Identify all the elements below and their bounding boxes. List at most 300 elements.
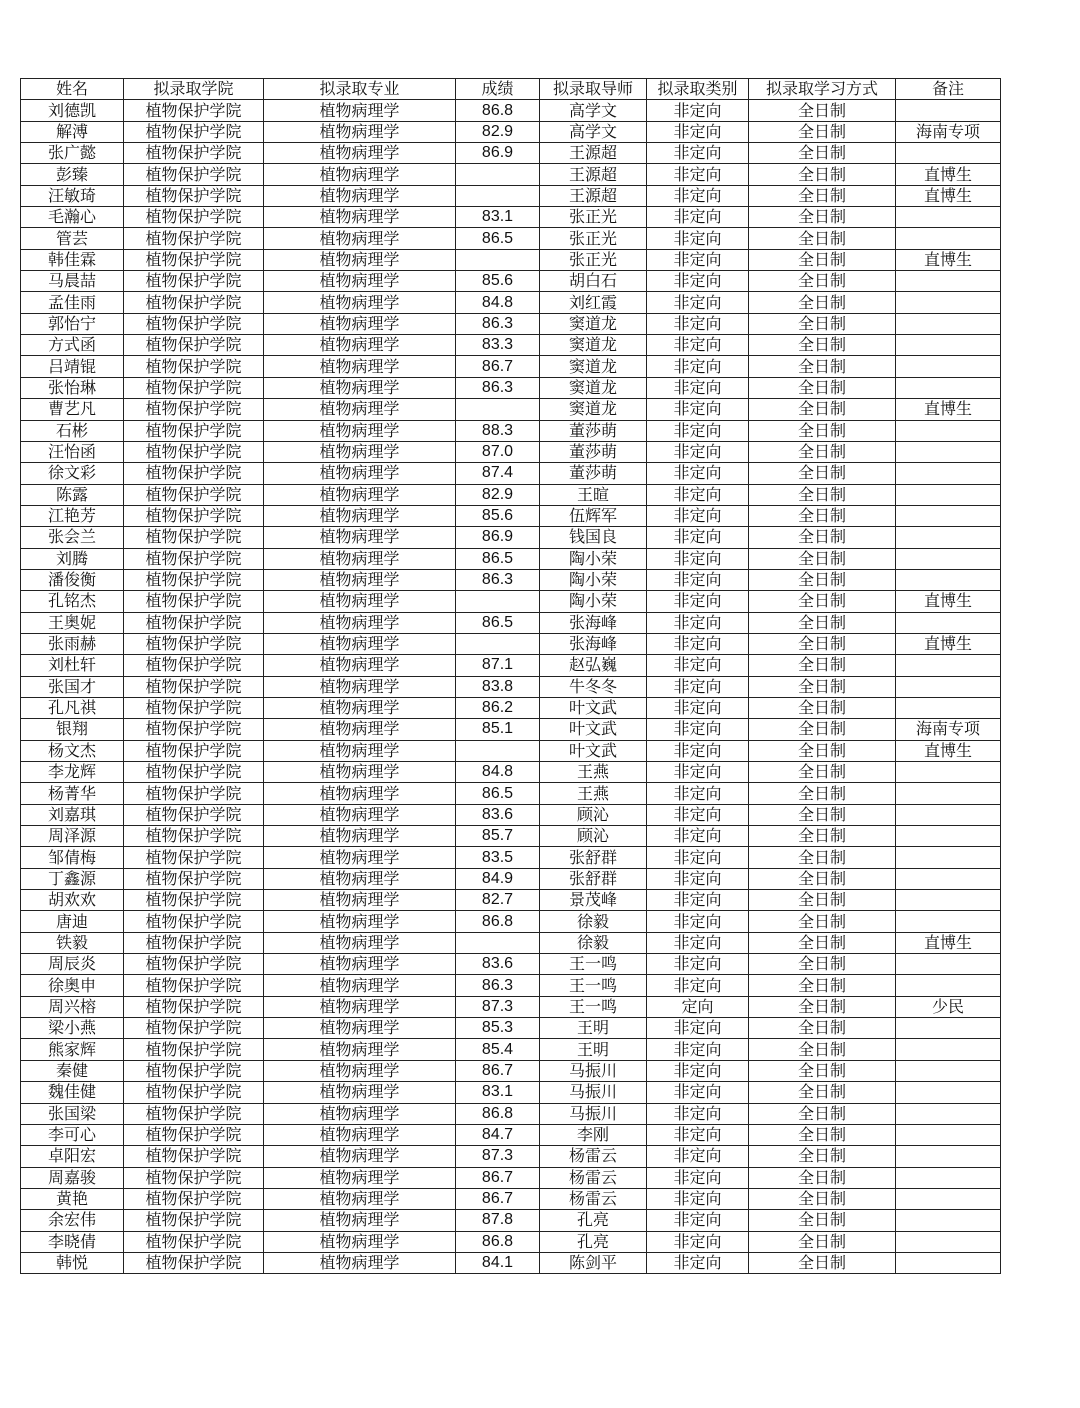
college-cell: 植物保护学院: [124, 932, 264, 953]
advisor-cell: 叶文武: [540, 740, 647, 761]
advisor-cell: 张海峰: [540, 633, 647, 654]
advisor-cell: 王一鸣: [540, 996, 647, 1017]
name-cell: 江艳芳: [21, 505, 124, 526]
advisor-cell: 陶小荣: [540, 591, 647, 612]
college-cell: 植物保护学院: [124, 100, 264, 121]
college-cell: 植物保护学院: [124, 1252, 264, 1273]
category-cell: 非定向: [647, 1167, 749, 1188]
remarks-cell: 直博生: [896, 399, 1001, 420]
major-cell: 植物病理学: [264, 740, 456, 761]
college-cell: 植物保护学院: [124, 591, 264, 612]
category-cell: 非定向: [647, 548, 749, 569]
name-cell: 魏佳健: [21, 1082, 124, 1103]
major-cell: 植物病理学: [264, 463, 456, 484]
study-mode-cell: 全日制: [749, 783, 896, 804]
advisor-cell: 杨雷云: [540, 1146, 647, 1167]
advisor-cell: 王暄: [540, 484, 647, 505]
major-cell: 植物病理学: [264, 228, 456, 249]
study-mode-cell: 全日制: [749, 1210, 896, 1231]
major-cell: 植物病理学: [264, 292, 456, 313]
advisor-cell: 王明: [540, 1039, 647, 1060]
table-row: [21, 612, 1001, 633]
score-cell: 83.1: [456, 1082, 540, 1103]
name-cell: 毛瀚心: [21, 207, 124, 228]
category-cell: 非定向: [647, 569, 749, 590]
remarks-cell: [896, 954, 1001, 975]
remarks-cell: 直博生: [896, 591, 1001, 612]
category-cell: 非定向: [647, 121, 749, 142]
major-cell: 植物病理学: [264, 612, 456, 633]
table-row: [21, 804, 1001, 825]
major-cell: 植物病理学: [264, 762, 456, 783]
major-cell: 植物病理学: [264, 975, 456, 996]
table-row: [21, 377, 1001, 398]
table-row: [21, 826, 1001, 847]
category-cell: 非定向: [647, 441, 749, 462]
name-cell: 解溥: [21, 121, 124, 142]
major-cell: 植物病理学: [264, 335, 456, 356]
college-cell: 植物保护学院: [124, 249, 264, 270]
college-cell: 植物保护学院: [124, 463, 264, 484]
score-cell: 83.5: [456, 847, 540, 868]
table-row: [21, 932, 1001, 953]
college-cell: 植物保护学院: [124, 1231, 264, 1252]
score-cell: 82.7: [456, 890, 540, 911]
remarks-cell: [896, 377, 1001, 398]
major-cell: 植物病理学: [264, 1082, 456, 1103]
major-cell: 植物病理学: [264, 527, 456, 548]
major-cell: 植物病理学: [264, 719, 456, 740]
remarks-cell: [896, 676, 1001, 697]
category-cell: 非定向: [647, 100, 749, 121]
category-cell: 非定向: [647, 954, 749, 975]
score-cell: [456, 185, 540, 206]
remarks-cell: [896, 143, 1001, 164]
score-cell: [456, 591, 540, 612]
name-cell: 孟佳雨: [21, 292, 124, 313]
remarks-cell: 海南专项: [896, 719, 1001, 740]
college-cell: 植物保护学院: [124, 505, 264, 526]
major-cell: 植物病理学: [264, 207, 456, 228]
score-cell: 84.8: [456, 292, 540, 313]
table-row: [21, 249, 1001, 270]
advisor-cell: 窦道龙: [540, 377, 647, 398]
table-row: [21, 954, 1001, 975]
remarks-cell: [896, 292, 1001, 313]
category-cell: 非定向: [647, 804, 749, 825]
category-cell: 非定向: [647, 271, 749, 292]
major-cell: 植物病理学: [264, 655, 456, 676]
college-cell: 植物保护学院: [124, 335, 264, 356]
category-cell: 非定向: [647, 420, 749, 441]
major-cell: 植物病理学: [264, 1124, 456, 1145]
study-mode-cell: 全日制: [749, 121, 896, 142]
study-mode-cell: 全日制: [749, 441, 896, 462]
score-cell: [456, 249, 540, 270]
score-cell: 87.8: [456, 1210, 540, 1231]
name-cell: 卓阳宏: [21, 1146, 124, 1167]
major-cell: 植物病理学: [264, 441, 456, 462]
table-row: [21, 121, 1001, 142]
advisor-cell: 陶小荣: [540, 548, 647, 569]
remarks-cell: [896, 207, 1001, 228]
table-row: [21, 527, 1001, 548]
table-row: [21, 356, 1001, 377]
score-cell: 83.6: [456, 804, 540, 825]
name-cell: 张国梁: [21, 1103, 124, 1124]
study-mode-cell: 全日制: [749, 804, 896, 825]
study-mode-cell: 全日制: [749, 975, 896, 996]
remarks-cell: [896, 847, 1001, 868]
major-cell: 植物病理学: [264, 271, 456, 292]
name-cell: 潘俊衡: [21, 569, 124, 590]
table-row: [21, 143, 1001, 164]
advisor-cell: 王燕: [540, 762, 647, 783]
score-cell: [456, 932, 540, 953]
college-cell: 植物保护学院: [124, 676, 264, 697]
major-cell: 植物病理学: [264, 121, 456, 142]
study-mode-cell: 全日制: [749, 185, 896, 206]
category-cell: 非定向: [647, 207, 749, 228]
name-cell: 徐奥申: [21, 975, 124, 996]
college-cell: 植物保护学院: [124, 954, 264, 975]
college-cell: 植物保护学院: [124, 292, 264, 313]
score-cell: 85.6: [456, 271, 540, 292]
study-mode-cell: 全日制: [749, 1060, 896, 1081]
advisor-cell: 孔亮: [540, 1231, 647, 1252]
name-cell: 银翔: [21, 719, 124, 740]
table-row: [21, 548, 1001, 569]
score-cell: 86.3: [456, 569, 540, 590]
name-cell: 李可心: [21, 1124, 124, 1145]
table-row: [21, 676, 1001, 697]
score-cell: 86.5: [456, 228, 540, 249]
college-cell: 植物保护学院: [124, 719, 264, 740]
college-cell: 植物保护学院: [124, 1167, 264, 1188]
category-cell: 非定向: [647, 356, 749, 377]
category-cell: 非定向: [647, 292, 749, 313]
name-cell: 梁小燕: [21, 1018, 124, 1039]
major-cell: 植物病理学: [264, 1039, 456, 1060]
college-cell: 植物保护学院: [124, 228, 264, 249]
advisor-cell: 马振川: [540, 1103, 647, 1124]
table-row: [21, 633, 1001, 654]
advisor-cell: 刘红霞: [540, 292, 647, 313]
major-cell: 植物病理学: [264, 185, 456, 206]
name-cell: 徐文彩: [21, 463, 124, 484]
table-row: [21, 292, 1001, 313]
category-cell: 定向: [647, 996, 749, 1017]
college-cell: 植物保护学院: [124, 1103, 264, 1124]
name-cell: 韩佳霖: [21, 249, 124, 270]
remarks-cell: [896, 612, 1001, 633]
major-cell: 植物病理学: [264, 399, 456, 420]
study-mode-cell: 全日制: [749, 1039, 896, 1060]
remarks-cell: [896, 1039, 1001, 1060]
study-mode-cell: 全日制: [749, 633, 896, 654]
college-cell: 植物保护学院: [124, 804, 264, 825]
category-cell: 非定向: [647, 719, 749, 740]
score-cell: 86.8: [456, 1231, 540, 1252]
score-cell: 84.8: [456, 762, 540, 783]
study-mode-cell: 全日制: [749, 847, 896, 868]
study-mode-cell: 全日制: [749, 484, 896, 505]
advisor-cell: 李刚: [540, 1124, 647, 1145]
remarks-cell: 少民: [896, 996, 1001, 1017]
advisor-cell: 王一鸣: [540, 975, 647, 996]
category-cell: 非定向: [647, 1039, 749, 1060]
college-cell: 植物保护学院: [124, 1018, 264, 1039]
category-cell: 非定向: [647, 1082, 749, 1103]
table-row: [21, 1252, 1001, 1273]
name-cell: 张会兰: [21, 527, 124, 548]
name-cell: 汪怡函: [21, 441, 124, 462]
category-cell: 非定向: [647, 633, 749, 654]
advisor-cell: 王一鸣: [540, 954, 647, 975]
table-row: [21, 868, 1001, 889]
remarks-cell: [896, 783, 1001, 804]
category-cell: 非定向: [647, 164, 749, 185]
advisor-cell: 张海峰: [540, 612, 647, 633]
advisor-cell: 高学文: [540, 100, 647, 121]
college-cell: 植物保护学院: [124, 313, 264, 334]
remarks-cell: [896, 655, 1001, 676]
name-cell: 黄艳: [21, 1188, 124, 1209]
name-cell: 余宏伟: [21, 1210, 124, 1231]
study-mode-cell: 全日制: [749, 676, 896, 697]
table-row: [21, 697, 1001, 718]
remarks-cell: 海南专项: [896, 121, 1001, 142]
name-cell: 孔凡祺: [21, 697, 124, 718]
header-row: [21, 79, 1001, 100]
name-cell: 周泽源: [21, 826, 124, 847]
category-cell: 非定向: [647, 505, 749, 526]
study-mode-cell: 全日制: [749, 1018, 896, 1039]
table-row: [21, 505, 1001, 526]
study-mode-cell: 全日制: [749, 1188, 896, 1209]
category-cell: 非定向: [647, 697, 749, 718]
college-cell: 植物保护学院: [124, 1060, 264, 1081]
college-cell: 植物保护学院: [124, 377, 264, 398]
score-cell: 87.3: [456, 1146, 540, 1167]
major-cell: 植物病理学: [264, 1103, 456, 1124]
college-cell: 植物保护学院: [124, 868, 264, 889]
college-cell: 植物保护学院: [124, 527, 264, 548]
score-cell: 85.7: [456, 826, 540, 847]
advisor-cell: 牛冬冬: [540, 676, 647, 697]
study-mode-cell: 全日制: [749, 505, 896, 526]
study-mode-cell: 全日制: [749, 826, 896, 847]
remarks-cell: [896, 463, 1001, 484]
name-cell: 张广懿: [21, 143, 124, 164]
advisor-cell: 张正光: [540, 249, 647, 270]
major-cell: 植物病理学: [264, 783, 456, 804]
category-cell: 非定向: [647, 1124, 749, 1145]
advisor-cell: 董莎萌: [540, 463, 647, 484]
remarks-cell: [896, 335, 1001, 356]
college-cell: 植物保护学院: [124, 207, 264, 228]
college-cell: 植物保护学院: [124, 655, 264, 676]
college-cell: 植物保护学院: [124, 1188, 264, 1209]
table-row: [21, 847, 1001, 868]
remarks-cell: [896, 890, 1001, 911]
category-cell: 非定向: [647, 868, 749, 889]
table-row: [21, 1018, 1001, 1039]
remarks-cell: [896, 1167, 1001, 1188]
remarks-cell: [896, 1231, 1001, 1252]
advisor-cell: 胡白石: [540, 271, 647, 292]
study-mode-cell: 全日制: [749, 932, 896, 953]
advisor-cell: 王源超: [540, 185, 647, 206]
name-cell: 孔铭杰: [21, 591, 124, 612]
score-cell: [456, 399, 540, 420]
remarks-cell: [896, 762, 1001, 783]
header-category: 拟录取类别: [647, 79, 749, 100]
score-cell: 86.7: [456, 1188, 540, 1209]
college-cell: 植物保护学院: [124, 890, 264, 911]
table-row: [21, 185, 1001, 206]
college-cell: 植物保护学院: [124, 740, 264, 761]
category-cell: 非定向: [647, 911, 749, 932]
remarks-cell: [896, 697, 1001, 718]
major-cell: 植物病理学: [264, 100, 456, 121]
score-cell: 85.6: [456, 505, 540, 526]
major-cell: 植物病理学: [264, 1188, 456, 1209]
header-remarks: 备注: [896, 79, 1001, 100]
major-cell: 植物病理学: [264, 1210, 456, 1231]
category-cell: 非定向: [647, 377, 749, 398]
table-row: [21, 569, 1001, 590]
category-cell: 非定向: [647, 783, 749, 804]
table-row: [21, 655, 1001, 676]
college-cell: 植物保护学院: [124, 356, 264, 377]
name-cell: 熊家辉: [21, 1039, 124, 1060]
study-mode-cell: 全日制: [749, 399, 896, 420]
score-cell: 86.3: [456, 377, 540, 398]
table-row: [21, 463, 1001, 484]
table-row: [21, 1039, 1001, 1060]
score-cell: 86.8: [456, 1103, 540, 1124]
table-row: [21, 399, 1001, 420]
category-cell: 非定向: [647, 1231, 749, 1252]
college-cell: 植物保护学院: [124, 548, 264, 569]
score-cell: 83.6: [456, 954, 540, 975]
advisor-cell: 张正光: [540, 228, 647, 249]
college-cell: 植物保护学院: [124, 185, 264, 206]
name-cell: 张怡琳: [21, 377, 124, 398]
table-row: [21, 1082, 1001, 1103]
advisor-cell: 赵弘巍: [540, 655, 647, 676]
advisor-cell: 徐毅: [540, 911, 647, 932]
remarks-cell: 直博生: [896, 164, 1001, 185]
study-mode-cell: 全日制: [749, 996, 896, 1017]
college-cell: 植物保护学院: [124, 911, 264, 932]
name-cell: 张雨赫: [21, 633, 124, 654]
major-cell: 植物病理学: [264, 868, 456, 889]
college-cell: 植物保护学院: [124, 143, 264, 164]
name-cell: 张国才: [21, 676, 124, 697]
advisor-cell: 徐毅: [540, 932, 647, 953]
remarks-cell: [896, 356, 1001, 377]
name-cell: 李龙辉: [21, 762, 124, 783]
name-cell: 邹倩梅: [21, 847, 124, 868]
remarks-cell: [896, 1124, 1001, 1145]
score-cell: [456, 164, 540, 185]
remarks-cell: [896, 1082, 1001, 1103]
advisor-cell: 董莎萌: [540, 441, 647, 462]
study-mode-cell: 全日制: [749, 377, 896, 398]
remarks-cell: [896, 1252, 1001, 1273]
score-cell: 85.3: [456, 1018, 540, 1039]
college-cell: 植物保护学院: [124, 420, 264, 441]
college-cell: 植物保护学院: [124, 1146, 264, 1167]
score-cell: [456, 740, 540, 761]
category-cell: 非定向: [647, 655, 749, 676]
name-cell: 秦健: [21, 1060, 124, 1081]
study-mode-cell: 全日制: [749, 1124, 896, 1145]
category-cell: 非定向: [647, 185, 749, 206]
study-mode-cell: 全日制: [749, 420, 896, 441]
major-cell: 植物病理学: [264, 377, 456, 398]
remarks-cell: [896, 1188, 1001, 1209]
table-row: [21, 228, 1001, 249]
advisor-cell: 窦道龙: [540, 335, 647, 356]
advisor-cell: 伍辉军: [540, 505, 647, 526]
advisor-cell: 顾沁: [540, 804, 647, 825]
study-mode-cell: 全日制: [749, 463, 896, 484]
category-cell: 非定向: [647, 1210, 749, 1231]
category-cell: 非定向: [647, 335, 749, 356]
name-cell: 吕靖锟: [21, 356, 124, 377]
college-cell: 植物保护学院: [124, 783, 264, 804]
study-mode-cell: 全日制: [749, 697, 896, 718]
remarks-cell: 直博生: [896, 740, 1001, 761]
major-cell: 植物病理学: [264, 633, 456, 654]
name-cell: 刘腾: [21, 548, 124, 569]
score-cell: 87.3: [456, 996, 540, 1017]
table-row: [21, 1188, 1001, 1209]
advisor-cell: 顾沁: [540, 826, 647, 847]
remarks-cell: [896, 1146, 1001, 1167]
table-row: [21, 1124, 1001, 1145]
remarks-cell: [896, 804, 1001, 825]
remarks-cell: [896, 1018, 1001, 1039]
score-cell: 82.9: [456, 121, 540, 142]
table-row: [21, 1210, 1001, 1231]
advisor-cell: 陈剑平: [540, 1252, 647, 1273]
table-row: [21, 100, 1001, 121]
name-cell: 马晨喆: [21, 271, 124, 292]
remarks-cell: [896, 548, 1001, 569]
category-cell: 非定向: [647, 1060, 749, 1081]
advisor-cell: 董莎萌: [540, 420, 647, 441]
major-cell: 植物病理学: [264, 356, 456, 377]
major-cell: 植物病理学: [264, 911, 456, 932]
admission-table: [20, 78, 1001, 1274]
study-mode-cell: 全日制: [749, 1231, 896, 1252]
college-cell: 植物保护学院: [124, 975, 264, 996]
major-cell: 植物病理学: [264, 1060, 456, 1081]
advisor-cell: 高学文: [540, 121, 647, 142]
table-row: [21, 762, 1001, 783]
study-mode-cell: 全日制: [749, 1252, 896, 1273]
study-mode-cell: 全日制: [749, 740, 896, 761]
name-cell: 杨菁华: [21, 783, 124, 804]
study-mode-cell: 全日制: [749, 548, 896, 569]
remarks-cell: [896, 868, 1001, 889]
score-cell: 86.5: [456, 612, 540, 633]
advisor-cell: 杨雷云: [540, 1188, 647, 1209]
